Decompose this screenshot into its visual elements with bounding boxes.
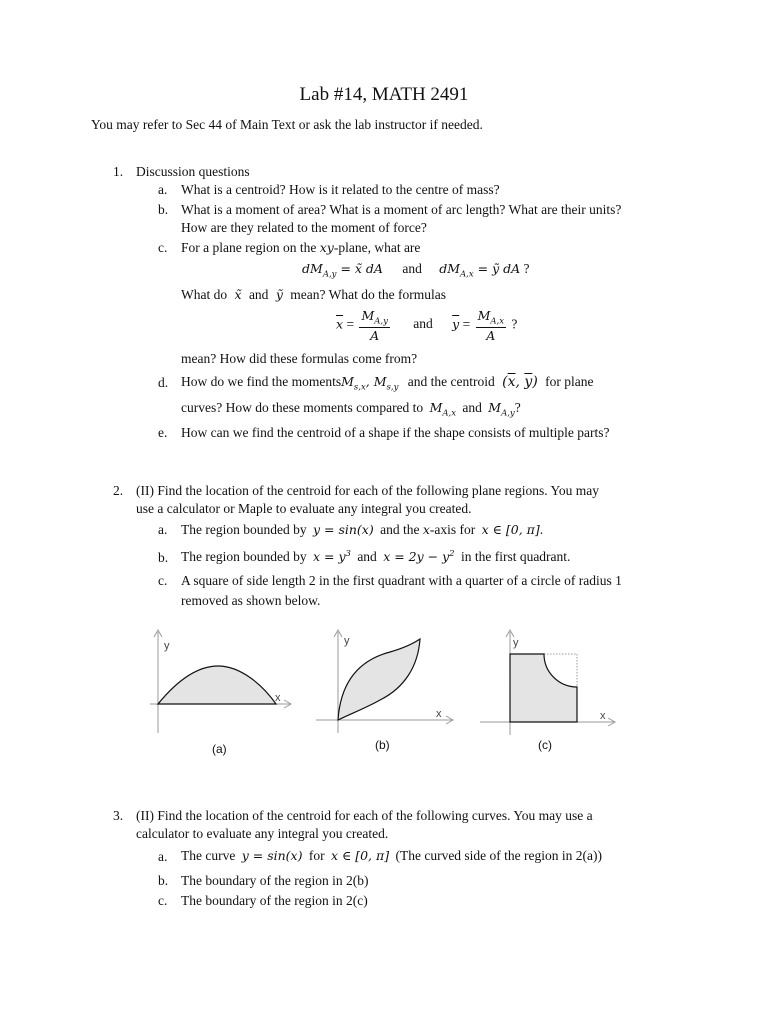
q1d-line1-pre: How do we find the moments: [181, 374, 342, 389]
q3a-for: for: [308, 848, 325, 863]
q1d-line2-pre: curves? How do these moments compared to: [181, 400, 424, 415]
q3a-post: (The curved side of the region in 2(a)): [395, 848, 603, 863]
q2a-post: .: [539, 522, 544, 537]
q2c-line1: A square of side length 2 in the first quadrant with a quarter of a circle of radius 1: [181, 573, 622, 588]
q3c-text: The boundary of the region in 2(c): [181, 893, 368, 908]
q2b-and: and: [357, 549, 377, 565]
formula-y-sin-x-q3: y = sin(x): [241, 848, 303, 863]
q1c-mean: mean? How did these formulas come from?: [181, 351, 418, 366]
q3a-label: a.: [158, 849, 168, 864]
fig-b-region: [338, 639, 420, 720]
fig-a-y-label: y: [164, 640, 170, 652]
q1-number: 1.: [113, 164, 124, 179]
q1d-line2-post: ?: [514, 400, 521, 415]
q3-line1: (II) Find the location of the centroid for each of the following curves. You may use a: [136, 808, 593, 823]
q1c-what-and: and: [248, 287, 269, 302]
formula-x-interval-q3: x ∈ [0, π]: [330, 848, 390, 863]
fig-c-caption: (c): [538, 738, 552, 752]
symbol-x-bar: $\overline{x}$: [336, 316, 344, 332]
q2a-mid2: -axis for: [429, 522, 476, 537]
q3a-pre: The curve: [181, 848, 236, 863]
q1c-what-post: mean? What do the formulas: [290, 287, 446, 302]
q2c-label: c.: [158, 573, 168, 588]
formula-MAy: $M_{A,y}$: [488, 400, 515, 419]
figure-a: [150, 630, 291, 733]
figure-c: [480, 630, 615, 735]
q3-number: 3.: [113, 808, 124, 823]
figure-b: [316, 630, 453, 733]
q1b-label: b.: [158, 202, 169, 217]
q1-heading: Discussion questions: [136, 164, 250, 179]
fig-b-x-label: x: [436, 708, 442, 720]
q2a-x: x: [422, 522, 430, 537]
q3c-label: c.: [158, 893, 168, 908]
fig-a-region: [158, 666, 276, 704]
page-title: Lab #14, MATH 2491: [299, 84, 469, 105]
q1c-q2: ?: [511, 316, 518, 332]
q1b-line1: What is a moment of area? What is a moment of arc length? What are their units?: [181, 202, 622, 217]
formula-Msx-Msy: $M_{s,x}$, $M_{s,y}$: [341, 374, 399, 393]
q1c-and2: and: [413, 316, 433, 332]
fig-b-y-label: y: [344, 635, 350, 647]
q2a-pre: The region bounded by: [181, 522, 307, 537]
formula-MAx: $M_{A,x}$: [429, 400, 457, 419]
q1c-label: c.: [158, 240, 168, 255]
q1b-line2: How are they related to the moment of force?: [181, 220, 427, 235]
formula-centroid-pair: ($\overline{x}$, $\overline{y}$): [502, 374, 538, 390]
fig-c-region: [510, 654, 577, 722]
q3b-label: b.: [158, 873, 169, 888]
formula-dMAx: $dM_{A,x}$ = ỹ dA: [439, 261, 521, 280]
q2a-label: a.: [158, 522, 168, 537]
q2-line1: (II) Find the location of the centroid for each of the following plane regions. You may: [136, 483, 600, 498]
q1d-label: d.: [158, 375, 169, 390]
q2b-post: in the first quadrant.: [460, 549, 571, 565]
fraction-MAx-over-A: $\frac{M_{A,x}}{A}$: [477, 308, 505, 343]
symbol-x-tilde: x̃: [234, 287, 242, 302]
formula-x-interval: x ∈ [0, π]: [481, 522, 540, 537]
q1d-line2-and: and: [462, 400, 482, 415]
q1d-line1-mid: and the centroid: [407, 374, 495, 389]
q1c-formula-row2: $\overline{x}$ = $\frac{M_{A,y}}{A}$ and $\overline{y}$ = $\frac{M_{A,x}}{A}$ ?: [336, 308, 518, 343]
q1e-label: e.: [158, 425, 168, 440]
q1e-text: How can we find the centroid of a shape if the shape consists of multiple parts?: [181, 425, 610, 440]
q2b-pre: The region bounded by: [181, 549, 307, 565]
q3-line2: calculator to evaluate any integral you created.: [136, 826, 389, 841]
fig-a-caption: (a): [212, 742, 227, 756]
q1c-what-pre: What do: [181, 287, 228, 302]
formula-x-y3: $x = y^3$: [312, 549, 351, 565]
fig-a-x-label: x: [275, 692, 281, 704]
q2a-mid: and the: [380, 522, 420, 537]
q3b-text: The boundary of the region in 2(b): [181, 873, 369, 888]
q3a-text: [181, 848, 602, 864]
symbol-y-bar: $\overline{y}$: [452, 316, 460, 332]
q2-line2: use a calculator or Maple to evaluate any integral you created.: [136, 501, 472, 516]
q1c-line1-pre: For a plane region on the: [181, 240, 320, 255]
formula-dMAy: $dM_{A,y}$ = x̃ dA: [302, 261, 383, 280]
q1a-text: What is a centroid? How is it related to the centre of mass?: [181, 182, 500, 197]
q1c-xy: xy: [319, 240, 334, 255]
q1d-line1-post: for plane: [545, 374, 594, 389]
formula-y-sin-x: y = sin(x): [312, 522, 374, 537]
q1c-line1-post: -plane, what are: [333, 240, 421, 255]
q1c-q1: ?: [523, 261, 530, 276]
fig-c-y-label: y: [513, 637, 519, 649]
fraction-MAy-over-A: $\frac{M_{A,y}}{A}$: [361, 308, 388, 343]
q2-number: 2.: [113, 483, 124, 498]
q1a-label: a.: [158, 182, 168, 197]
formula-x-2y-y2: $x = 2y - y^2$: [383, 549, 455, 565]
fig-c-x-label: x: [600, 710, 606, 722]
intro-text: You may refer to Sec 44 of Main Text or ask the lab instructor if needed.: [91, 117, 483, 132]
symbol-y-tilde: ỹ: [275, 287, 283, 302]
q2b-label: b.: [158, 550, 169, 565]
q2c-line2: removed as shown below.: [181, 593, 321, 608]
q1c-and1: and: [402, 261, 422, 276]
fig-b-caption: (b): [375, 738, 390, 752]
